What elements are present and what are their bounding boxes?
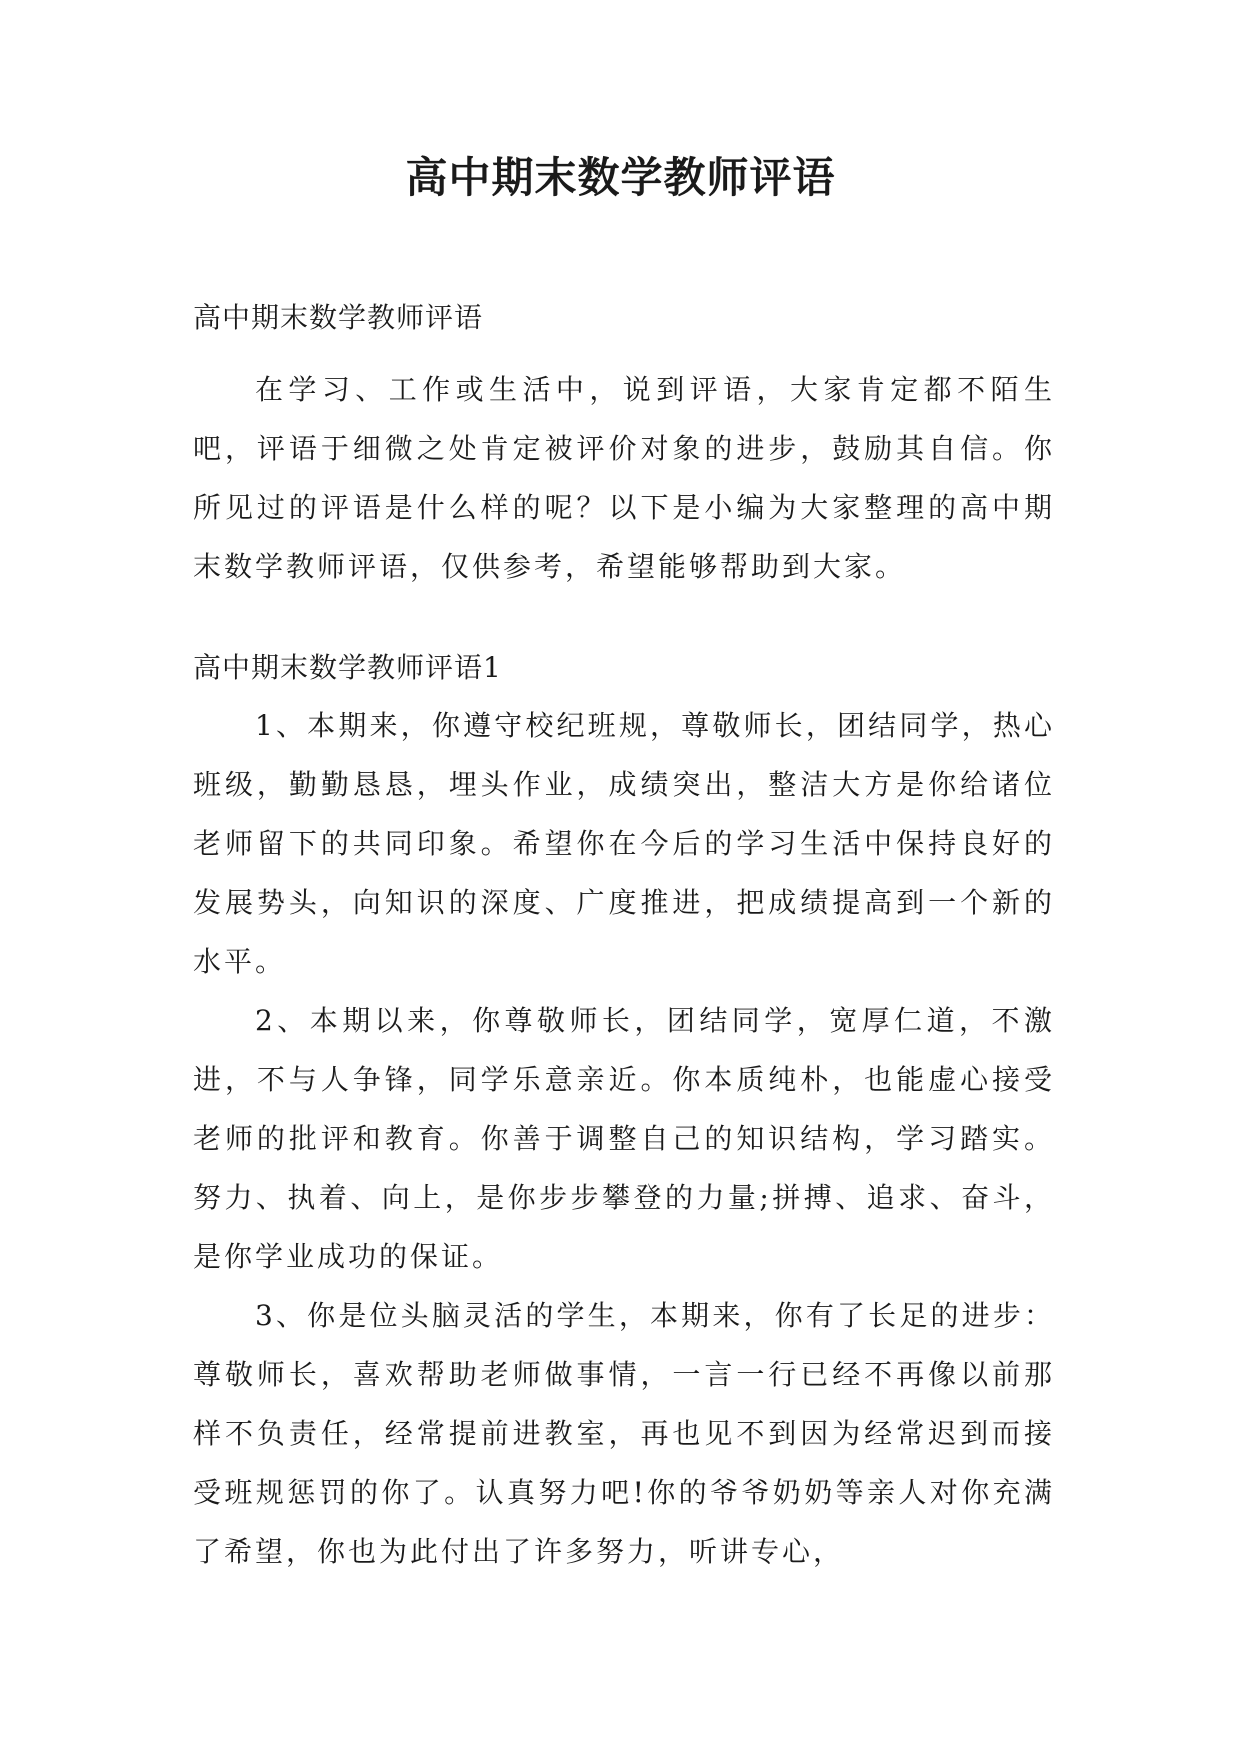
comment-paragraph-3: 3、你是位头脑灵活的学生，本期来，你有了长足的进步：尊敬师长，喜欢帮助老师做事情，一言一行已经不再像以前那样不负责任，经常提前进教室，再也见不到因为经常迟到而接受班规惩罚的你了。认真努力吧!你的爷爷奶奶等亲人对你充满了希望，你也为此付出了许多努力，听讲专心， — [193, 1299, 1055, 1568]
document-body — [193, 290, 1055, 1581]
comment-paragraph-1: 1、本期来，你遵守校纪班规，尊敬师长，团结同学，热心班级，勤勤恳恳，埋头作业，成绩突出，整洁大方是你给诸位老师留下的共同印象。希望你在今后的学习生活中保持良好的发展势头，向知识的深度、广度推进，把成绩提高到一个新的水平。 — [193, 709, 1055, 978]
comment-paragraph-2: 2、本期以来，你尊敬师长，团结同学，宽厚仁道，不激进，不与人争锋，同学乐意亲近。你本质纯朴，也能虚心接受老师的批评和教育。你善于调整自己的知识结构，学习踏实。努力、执着、向上，是你步步攀登的力量;拼搏、追求、奋斗，是你学业成功的保证。 — [193, 1004, 1055, 1273]
section-heading: 高中期末数学教师评语1 — [193, 651, 502, 684]
intro-heading: 高中期末数学教师评语 — [193, 301, 484, 334]
document-title: 高中期末数学教师评语 — [405, 153, 836, 202]
intro-paragraph: 在学习、工作或生活中，说到评语，大家肯定都不陌生吧，评语于细微之处肯定被评价对象的进步，鼓励其自信。你所见过的评语是什么样的呢？以下是小编为大家整理的高中期末数学教师评语，仅供参考，希望能够帮助到大家。 — [193, 373, 1055, 583]
